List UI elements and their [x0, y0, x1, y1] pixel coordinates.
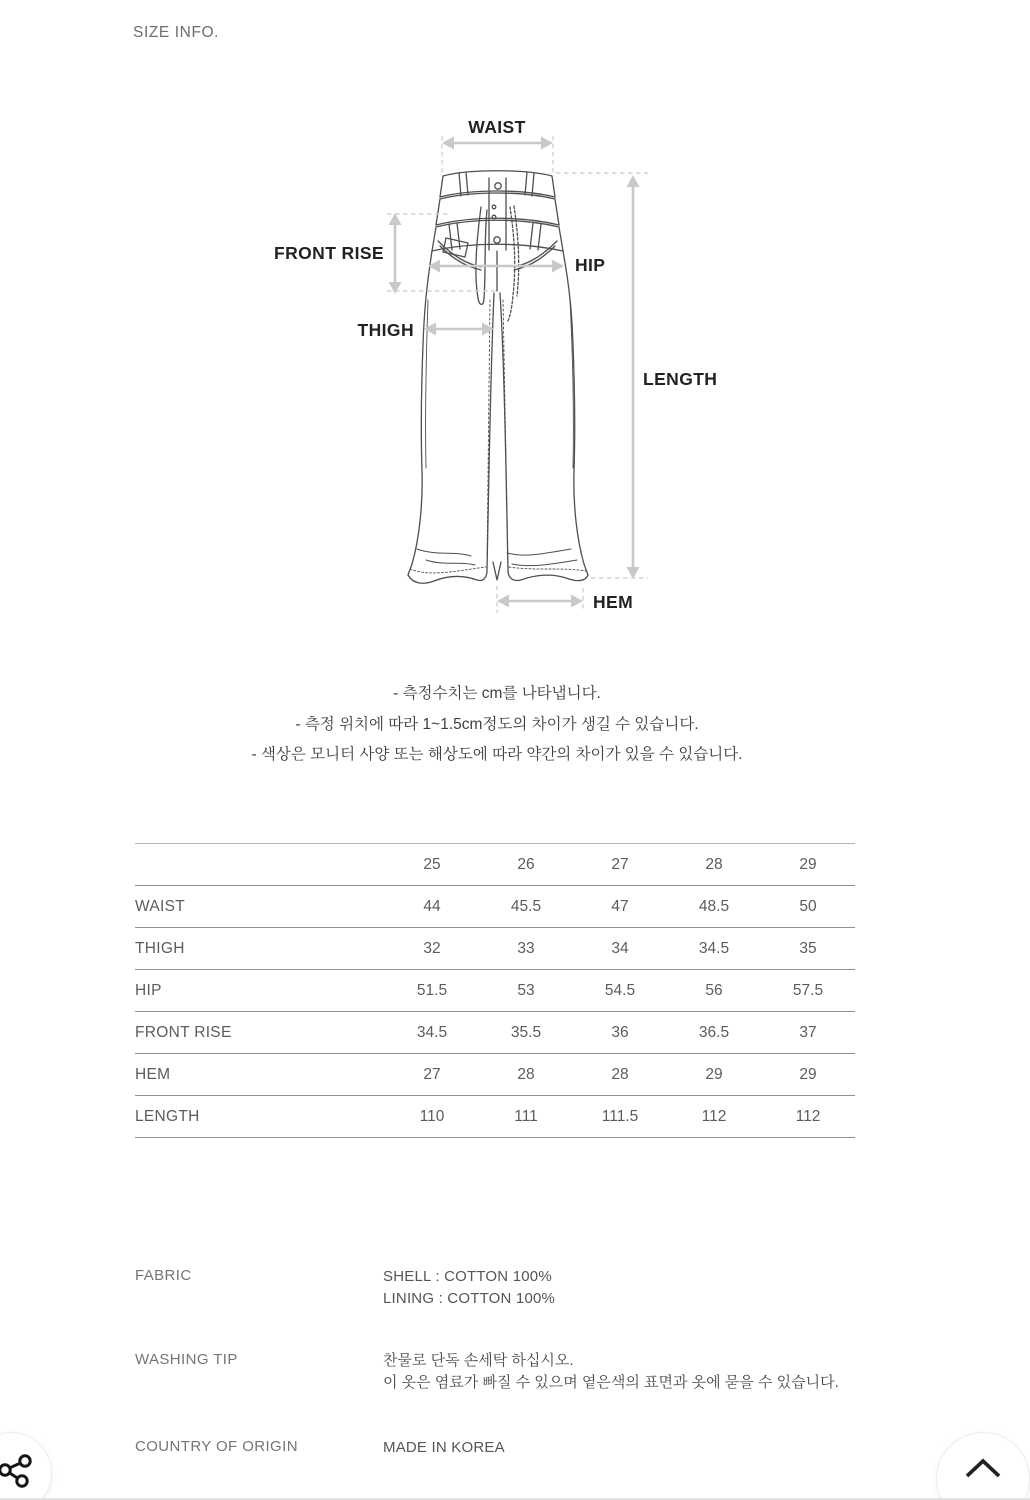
- detail-label: WASHING TIP: [135, 1351, 238, 1368]
- waist-arrow: [442, 137, 553, 150]
- row-label: HIP: [135, 981, 162, 999]
- washing-line: 이 옷은 염료가 빠질 수 있으며 옅은색의 표면과 옷에 묻을 수 있습니다.: [383, 1374, 839, 1391]
- table-row: [135, 970, 855, 1012]
- size-cell: 45.5: [510, 897, 542, 915]
- size-cell: 37: [799, 1023, 817, 1041]
- size-cell: 35.5: [510, 1023, 542, 1041]
- size-cell: 112: [701, 1107, 727, 1125]
- size-cell: 111.5: [601, 1107, 639, 1125]
- size-cell: 112: [795, 1107, 821, 1125]
- page-title: SIZE INFO.: [133, 24, 220, 41]
- hip-arrow: [428, 260, 564, 273]
- row-label: THIGH: [135, 939, 185, 957]
- hem-label: HEM: [593, 592, 634, 612]
- drawstring-right: [508, 206, 519, 321]
- table-row: [135, 928, 855, 970]
- detail-label: FABRIC: [135, 1267, 192, 1284]
- length-label: LENGTH: [643, 369, 718, 389]
- length-arrow: [627, 175, 640, 579]
- pants-line-art: [408, 171, 588, 583]
- size-cell: 36: [611, 1023, 629, 1041]
- note-line: - 색상은 모니터 사양 또는 해상도에 따라 약간의 차이가 있을 수 있습니다.: [251, 746, 743, 763]
- share-icon: [0, 1451, 37, 1491]
- size-cell: 44: [423, 897, 441, 915]
- table-row: [135, 886, 855, 928]
- size-column-header: 28: [705, 855, 723, 873]
- size-cell: 36.5: [698, 1023, 730, 1041]
- hip-label: HIP: [575, 255, 606, 275]
- chevron-up-icon: [963, 1456, 1003, 1480]
- size-cell: 54.5: [604, 981, 636, 999]
- size-column-header: 29: [799, 855, 817, 873]
- detail-label: COUNTRY OF ORIGIN: [135, 1438, 298, 1455]
- fabric-line: LINING : COTTON 100%: [383, 1290, 556, 1307]
- note-line: - 측정 위치에 따라 1~1.5cm정도의 차이가 생길 수 있습니다.: [295, 715, 699, 733]
- size-cell: 32: [423, 939, 441, 957]
- size-cell: 53: [517, 981, 535, 999]
- size-cell: 29: [705, 1065, 723, 1083]
- scroll-to-top-button[interactable]: [936, 1432, 1030, 1500]
- washing-tip-row: [135, 1350, 839, 1394]
- size-cell: 50: [799, 897, 817, 915]
- size-cell: 29: [799, 1065, 817, 1083]
- origin-line: MADE IN KOREA: [383, 1439, 505, 1456]
- size-cell: 34: [611, 939, 629, 957]
- fabric-row: [135, 1266, 555, 1310]
- size-table: [135, 843, 855, 1138]
- size-table-header-row: [135, 844, 855, 886]
- size-cell: 111: [514, 1107, 538, 1125]
- size-column-header: 26: [517, 855, 535, 873]
- size-cell: 34.5: [416, 1023, 448, 1041]
- waist-label: WAIST: [468, 117, 526, 137]
- country-of-origin-row: [135, 1437, 505, 1459]
- hem-arrow: [497, 595, 583, 608]
- size-cell: 28: [517, 1065, 535, 1083]
- size-cell: 56: [705, 981, 723, 999]
- table-row: [135, 1096, 855, 1138]
- detail-value: [383, 1266, 555, 1310]
- thigh-arrow: [424, 323, 494, 336]
- washing-line: 찬물로 단독 손세탁 하십시오.: [383, 1352, 574, 1369]
- size-column-header: 25: [423, 855, 441, 873]
- pants-measurement-diagram: [0, 0, 1030, 650]
- size-cell: 48.5: [698, 897, 730, 915]
- table-row: [135, 1012, 855, 1054]
- size-cell: 110: [419, 1107, 445, 1125]
- size-column-header: 27: [611, 855, 629, 873]
- note-line: - 측정수치는 cm를 나타냅니다.: [393, 685, 601, 702]
- size-cell: 57.5: [792, 981, 824, 999]
- detail-value: [383, 1350, 839, 1394]
- front-rise-label: FRONT RISE: [274, 243, 384, 263]
- size-cell: 34.5: [698, 939, 730, 957]
- row-label: LENGTH: [135, 1107, 200, 1125]
- size-cell: 47: [611, 897, 629, 915]
- size-table-corner-cell: [135, 844, 385, 886]
- size-cell: 27: [423, 1065, 441, 1083]
- thigh-label: THIGH: [357, 320, 414, 340]
- size-cell: 35: [799, 939, 817, 957]
- measurement-notes: [0, 679, 994, 771]
- size-cell: 33: [517, 939, 535, 957]
- row-label: WAIST: [135, 897, 186, 915]
- row-label: FRONT RISE: [135, 1023, 232, 1041]
- front-rise-arrow: [389, 213, 402, 294]
- size-cell: 28: [611, 1065, 629, 1083]
- share-button[interactable]: [0, 1432, 52, 1500]
- drawstring-left: [476, 207, 487, 304]
- fabric-line: SHELL : COTTON 100%: [383, 1268, 552, 1285]
- size-cell: 51.5: [416, 981, 448, 999]
- table-row: [135, 1054, 855, 1096]
- row-label: HEM: [135, 1065, 171, 1083]
- detail-value: [383, 1437, 505, 1459]
